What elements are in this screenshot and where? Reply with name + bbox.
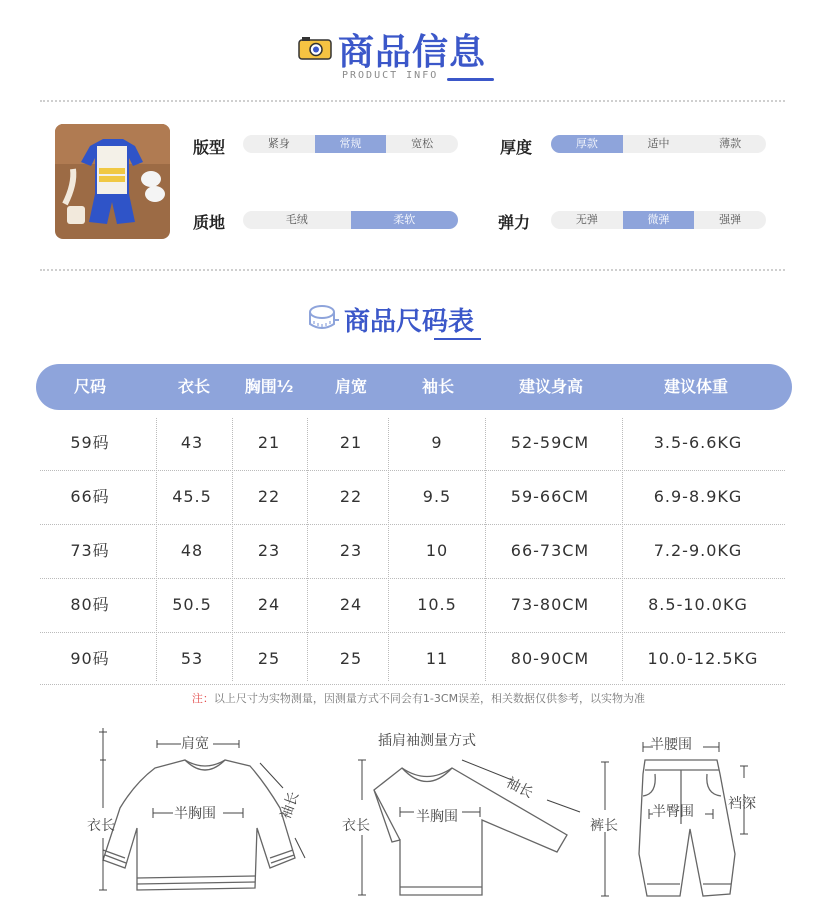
cell-chest: 23 [257, 541, 281, 560]
stretch-option-slight: 微弹 [623, 211, 695, 229]
cell-height: 80-90CM [510, 649, 590, 668]
col-chest: 胸围½ [244, 377, 294, 396]
cell-length: 43 [180, 433, 204, 452]
note-text: 以上尺寸为实物测量，因测量方式不同会有1-3CM误差，相关数据仅供参考，以实物为准 [213, 692, 646, 705]
label-length: 衣长 [87, 818, 115, 834]
cell-shoulder: 25 [339, 649, 363, 668]
cell-sleeve: 10 [425, 541, 449, 560]
cell-weight: 8.5-10.0KG [648, 595, 748, 614]
table-row [40, 416, 785, 470]
table-header [36, 364, 792, 410]
fit-option-loose: 宽松 [411, 137, 434, 150]
cell-size: 59码 [70, 433, 110, 452]
note-prefix: 注： [191, 692, 214, 705]
table-row [40, 524, 785, 578]
label-half-hip: 半臀围 [652, 804, 694, 820]
product-image [55, 124, 170, 239]
stretch-selector [551, 211, 766, 229]
cell-height: 59-66CM [510, 487, 590, 506]
attr-label-texture: 质地 [193, 213, 226, 232]
cell-sleeve: 9 [431, 433, 443, 452]
cell-size: 73码 [70, 541, 110, 560]
table-row [40, 470, 785, 524]
texture-option-fleece: 毛绒 [285, 213, 308, 226]
cell-length: 50.5 [172, 595, 212, 614]
thickness-option-thick: 厚款 [551, 135, 623, 153]
attr-label-thickness: 厚度 [500, 138, 533, 157]
cell-length: 45.5 [172, 487, 212, 506]
divider [40, 269, 785, 271]
label-shoulder: 肩宽 [181, 736, 209, 752]
col-shoulder: 肩宽 [334, 377, 367, 396]
raglan-label-length: 衣长 [342, 818, 370, 834]
label-half-chest: 半胸围 [174, 806, 216, 822]
cell-size: 90码 [70, 649, 110, 668]
label-rise: 裆深 [728, 796, 756, 812]
cell-sleeve: 11 [425, 649, 449, 668]
divider [40, 100, 785, 102]
cell-sleeve: 9.5 [422, 487, 452, 506]
cell-size: 80码 [70, 595, 110, 614]
label-half-waist: 半腰围 [650, 737, 692, 753]
attr-label-fit: 版型 [193, 138, 226, 157]
cell-height: 66-73CM [510, 541, 590, 560]
raglan-diagram [352, 750, 582, 900]
cell-shoulder: 24 [339, 595, 363, 614]
page-subtitle: PRODUCT INFO [342, 70, 439, 81]
raglan-label-sleeve: 袖长 [503, 774, 536, 802]
cell-height: 52-59CM [510, 433, 590, 452]
stretch-option-strong: 强弹 [719, 213, 742, 226]
title-underline [447, 78, 494, 81]
label-sleeve: 袖长 [277, 789, 303, 822]
cell-weight: 6.9-8.9KG [653, 487, 743, 506]
table-row [40, 578, 785, 632]
cell-weight: 7.2-9.0KG [653, 541, 743, 560]
cell-length: 48 [180, 541, 204, 560]
thickness-option-medium: 适中 [647, 137, 670, 150]
attr-label-stretch: 弹力 [498, 213, 531, 232]
camera-icon [298, 36, 332, 60]
cell-weight: 3.5-6.6KG [653, 433, 743, 452]
size-chart-title: 商品尺码表 [344, 307, 475, 337]
cell-chest: 21 [257, 433, 281, 452]
cell-sleeve: 10.5 [417, 595, 457, 614]
cell-chest: 22 [257, 487, 281, 506]
stretch-option-none: 无弹 [575, 213, 598, 226]
label-pants-length: 裤长 [590, 818, 618, 834]
table-row [40, 632, 785, 686]
cell-shoulder: 23 [339, 541, 363, 560]
cell-shoulder: 21 [339, 433, 363, 452]
row-divider [40, 684, 785, 685]
col-sleeve: 袖长 [421, 377, 454, 396]
cell-shoulder: 22 [339, 487, 363, 506]
texture-option-soft: 柔软 [351, 211, 459, 229]
cell-height: 73-80CM [510, 595, 590, 614]
col-size: 尺码 [73, 377, 106, 396]
cell-chest: 25 [257, 649, 281, 668]
fit-option-slim: 紧身 [267, 137, 290, 150]
cell-chest: 24 [257, 595, 281, 614]
col-height: 建议身高 [518, 377, 583, 396]
raglan-title: 插肩袖测量方式 [378, 733, 476, 749]
col-weight: 建议体重 [663, 377, 728, 396]
raglan-label-chest: 半胸围 [416, 809, 458, 825]
tape-measure-icon [306, 302, 340, 332]
fit-option-regular: 常规 [315, 135, 387, 153]
fit-selector [243, 135, 458, 153]
size-title-underline [434, 338, 481, 340]
thickness-selector [551, 135, 766, 153]
col-length: 衣长 [177, 377, 210, 396]
cell-weight: 10.0-12.5KG [647, 649, 759, 668]
thickness-option-thin: 薄款 [719, 137, 742, 150]
texture-selector [243, 211, 458, 229]
measurement-note [0, 690, 837, 706]
cell-size: 66码 [70, 487, 110, 506]
cell-length: 53 [180, 649, 204, 668]
page-title: 商品信息 [338, 32, 487, 73]
